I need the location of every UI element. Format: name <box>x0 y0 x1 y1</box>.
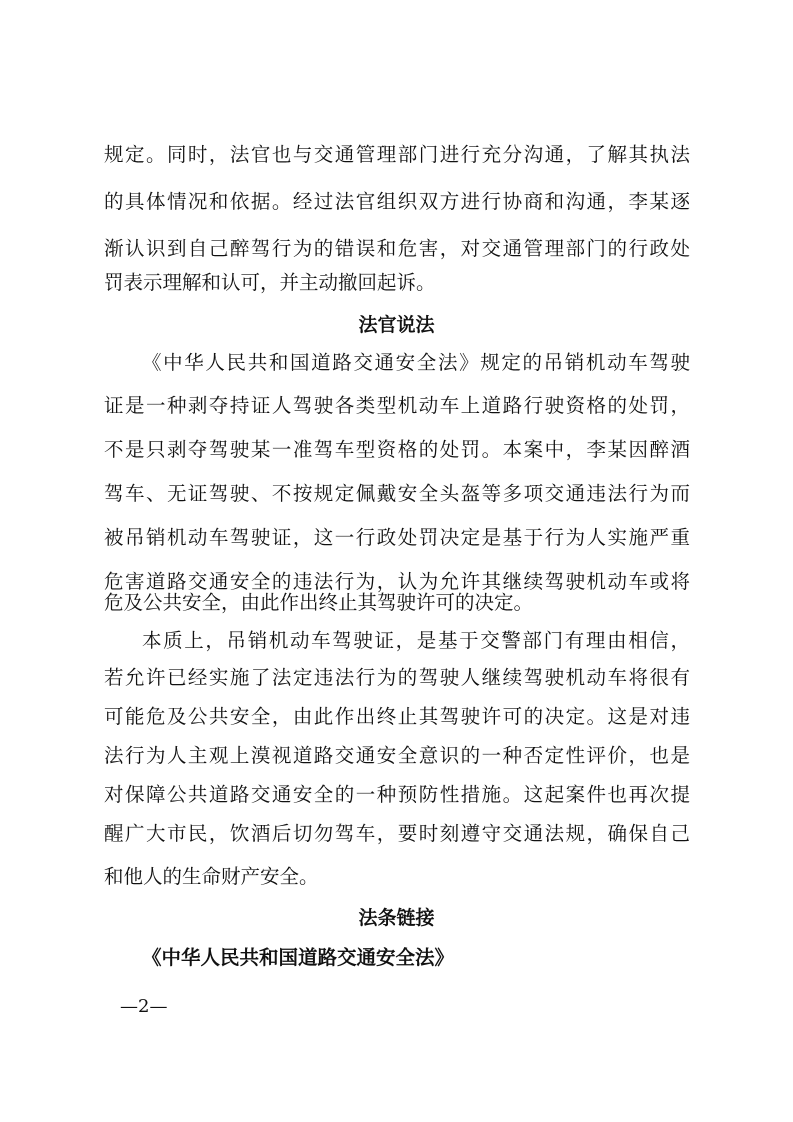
paragraph-line: 可能危及公共安全，由此作出终止其驾驶许可的决定。这是对违 <box>104 705 690 728</box>
page-number: —2— <box>120 996 168 1017</box>
paragraph-line: 被吊销机动车驾驶证，这一行政处罚决定是基于行为人实施严重 <box>104 526 690 549</box>
paragraph-line: 法行为人主观上漠视道路交通安全意识的一种否定性评价，也是 <box>104 744 690 767</box>
paragraph-line: 危及公共安全，由此作出终止其驾驶许可的决定。 <box>104 591 534 614</box>
paragraph-line: 若允许已经实施了法定违法行为的驾驶人继续驾驶机动车将很有 <box>104 666 690 689</box>
paragraph-line: 不是只剥夺驾驶某一准驾车型资格的处罚。本案中，李某因醉酒 <box>104 438 690 461</box>
paragraph-line: 驾车、无证驾驶、不按规定佩戴安全头盔等多项交通违法行为而 <box>104 482 690 505</box>
paragraph-line: 醒广大市民，饮酒后切勿驾车，要时刻遵守交通法规，确保自己 <box>104 822 690 845</box>
paragraph-line: 渐认识到自己醉驾行为的错误和危害，对交通管理部门的行政处 <box>104 237 690 260</box>
paragraph-line: 规定。同时，法官也与交通管理部门进行充分沟通，了解其执法 <box>104 143 690 166</box>
law-title: 《中华人民共和国道路交通安全法》 <box>142 946 455 969</box>
paragraph-line: 证是一种剥夺持证人驾驶各类型机动车上道路行驶资格的处罚， <box>104 394 690 417</box>
paragraph-line: 《中华人民共和国道路交通安全法》规定的吊销机动车驾驶 <box>142 351 690 374</box>
section-heading-judge-comment: 法官说法 <box>358 314 435 336</box>
paragraph-line: 危害道路交通安全的违法行为，认为允许其继续驾驶机动车或将 <box>104 570 690 593</box>
section-heading-legal-provisions: 法条链接 <box>358 907 435 929</box>
paragraph-line: 罚表示理解和认可，并主动撤回起诉。 <box>104 271 436 294</box>
paragraph-line: 对保障公共道路交通安全的一种预防性措施。这起案件也再次提 <box>104 783 690 806</box>
paragraph-line: 和他人的生命财产安全。 <box>104 865 319 888</box>
paragraph-line: 本质上，吊销机动车驾驶证，是基于交警部门有理由相信， <box>142 629 690 652</box>
paragraph-line: 的具体情况和依据。经过法官组织双方进行协商和沟通，李某逐 <box>104 190 690 213</box>
